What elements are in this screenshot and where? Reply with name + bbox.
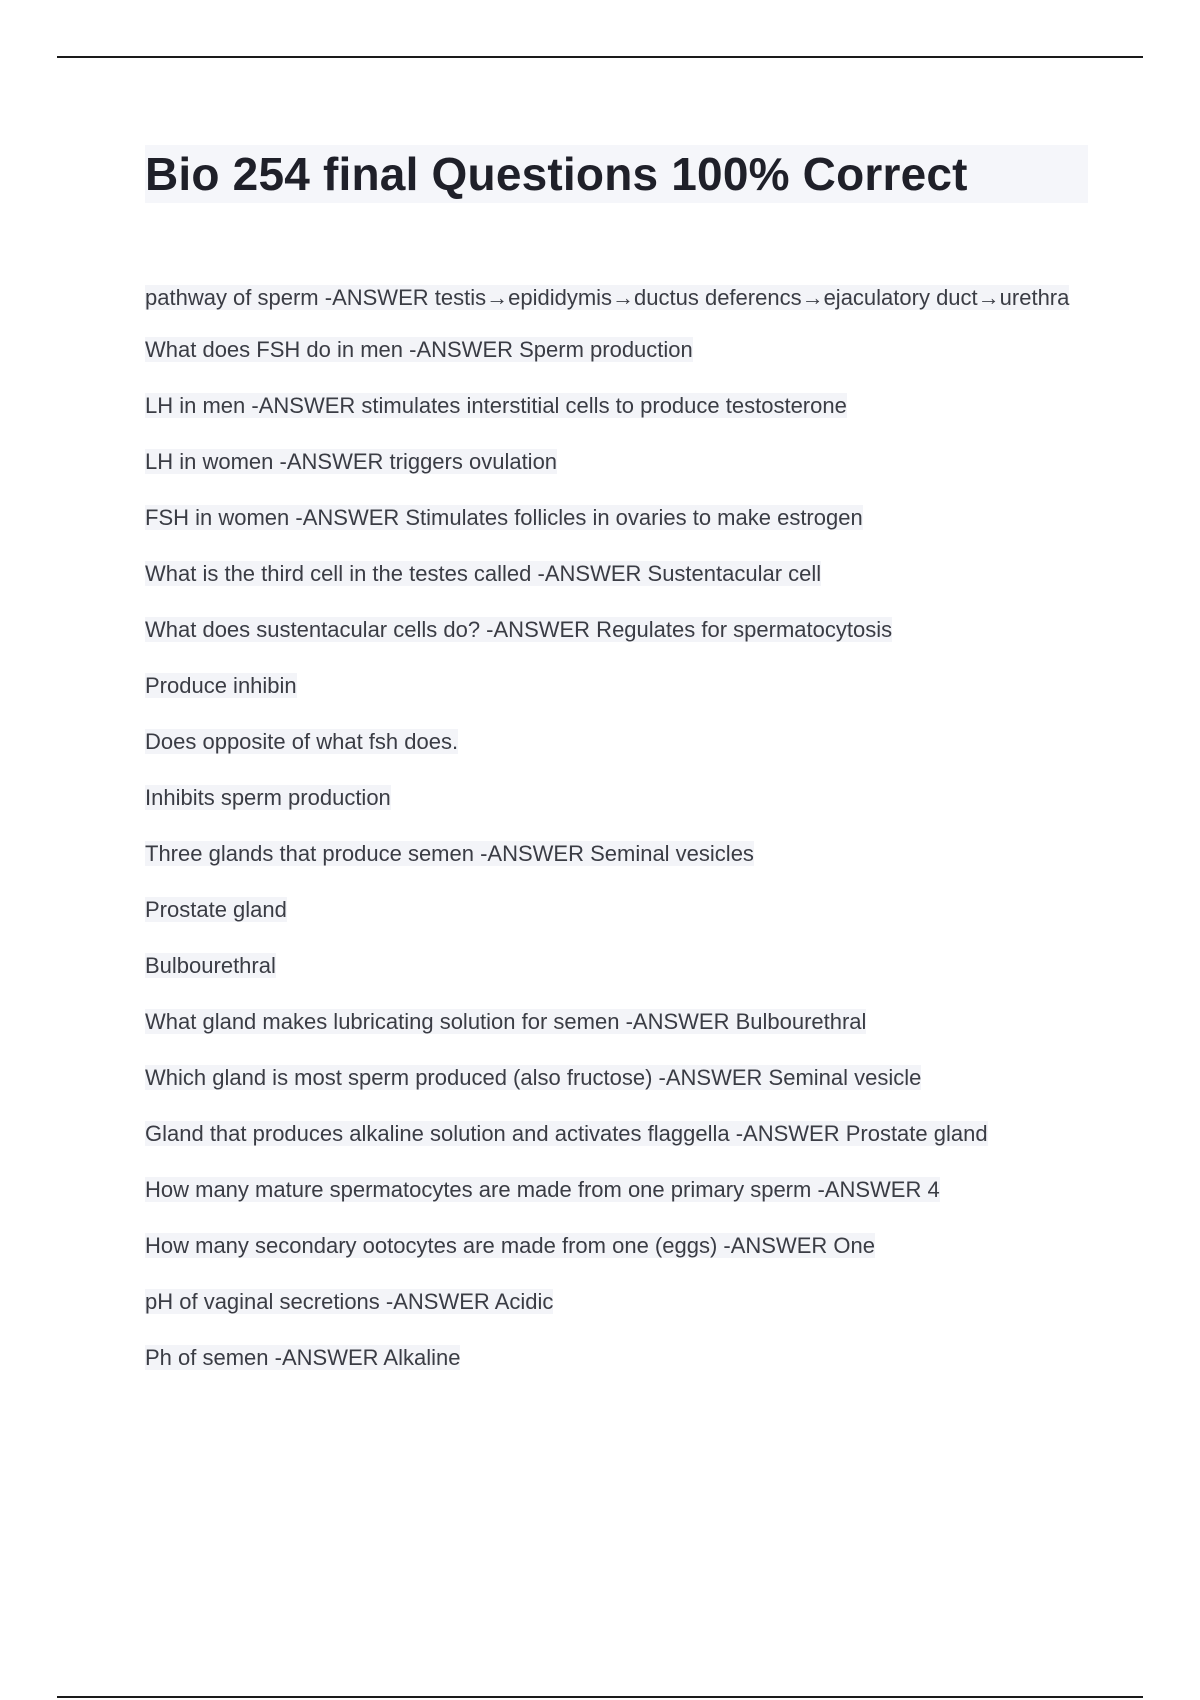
qa-text: How many mature spermatocytes are made from one primary sperm -ANSWER 4 <box>145 1177 940 1202</box>
qa-item <box>145 616 1095 644</box>
qa-text: LH in men -ANSWER stimulates interstitial cells to produce testosterone <box>145 393 847 418</box>
qa-text: Does opposite of what fsh does. <box>145 729 459 754</box>
qa-text: Three glands that produce semen -ANSWER Seminal vesicles <box>145 841 754 866</box>
page-title: Bio 254 final Questions 100% Correct <box>145 148 968 200</box>
qa-item <box>145 896 1095 924</box>
qa-item <box>145 1008 1095 1036</box>
qa-text: Gland that produces alkaline solution and activates flaggella -ANSWER Prostate gland <box>145 1121 988 1146</box>
qa-item <box>145 1232 1095 1260</box>
qa-item <box>145 504 1095 532</box>
qa-item <box>145 1344 1095 1372</box>
qa-text: What does sustentacular cells do? -ANSWER Regulates for spermatocytosis <box>145 617 893 642</box>
qa-text: What does FSH do in men -ANSWER Sperm production <box>145 337 693 362</box>
qa-item <box>145 392 1095 420</box>
qa-item <box>145 1176 1095 1204</box>
qa-item <box>145 840 1095 868</box>
qa-item <box>145 952 1095 980</box>
qa-item <box>145 672 1095 700</box>
qa-text: Which gland is most sperm produced (also fructose) -ANSWER Seminal vesicle <box>145 1065 922 1090</box>
qa-text: Bulbourethral <box>145 953 276 978</box>
qa-text: Prostate gland <box>145 897 287 922</box>
qa-text: Ph of semen -ANSWER Alkaline <box>145 1345 461 1370</box>
qa-text: Produce inhibin <box>145 673 297 698</box>
qa-text: pathway of sperm -ANSWER testis→epididymis→ductus deferencs→ejaculatory duct→urethra <box>145 285 1070 310</box>
qa-item <box>145 1064 1095 1092</box>
qa-list <box>145 284 1095 1400</box>
top-rule <box>57 56 1143 58</box>
qa-item <box>145 448 1095 476</box>
qa-text: What is the third cell in the testes called -ANSWER Sustentacular cell <box>145 561 822 586</box>
qa-text: pH of vaginal secretions -ANSWER Acidic <box>145 1289 554 1314</box>
qa-item <box>145 728 1095 756</box>
qa-item <box>145 560 1095 588</box>
qa-item <box>145 784 1095 812</box>
qa-item <box>145 284 1095 312</box>
qa-text: LH in women -ANSWER triggers ovulation <box>145 449 558 474</box>
qa-item <box>145 1120 1095 1148</box>
qa-text: How many secondary ootocytes are made from one (eggs) -ANSWER One <box>145 1233 875 1258</box>
qa-item <box>145 1288 1095 1316</box>
qa-item <box>145 336 1095 364</box>
qa-text: What gland makes lubricating solution for semen -ANSWER Bulbourethral <box>145 1009 867 1034</box>
bottom-rule <box>57 1696 1143 1698</box>
qa-text: FSH in women -ANSWER Stimulates follicles in ovaries to make estrogen <box>145 505 863 530</box>
qa-text: Inhibits sperm production <box>145 785 391 810</box>
